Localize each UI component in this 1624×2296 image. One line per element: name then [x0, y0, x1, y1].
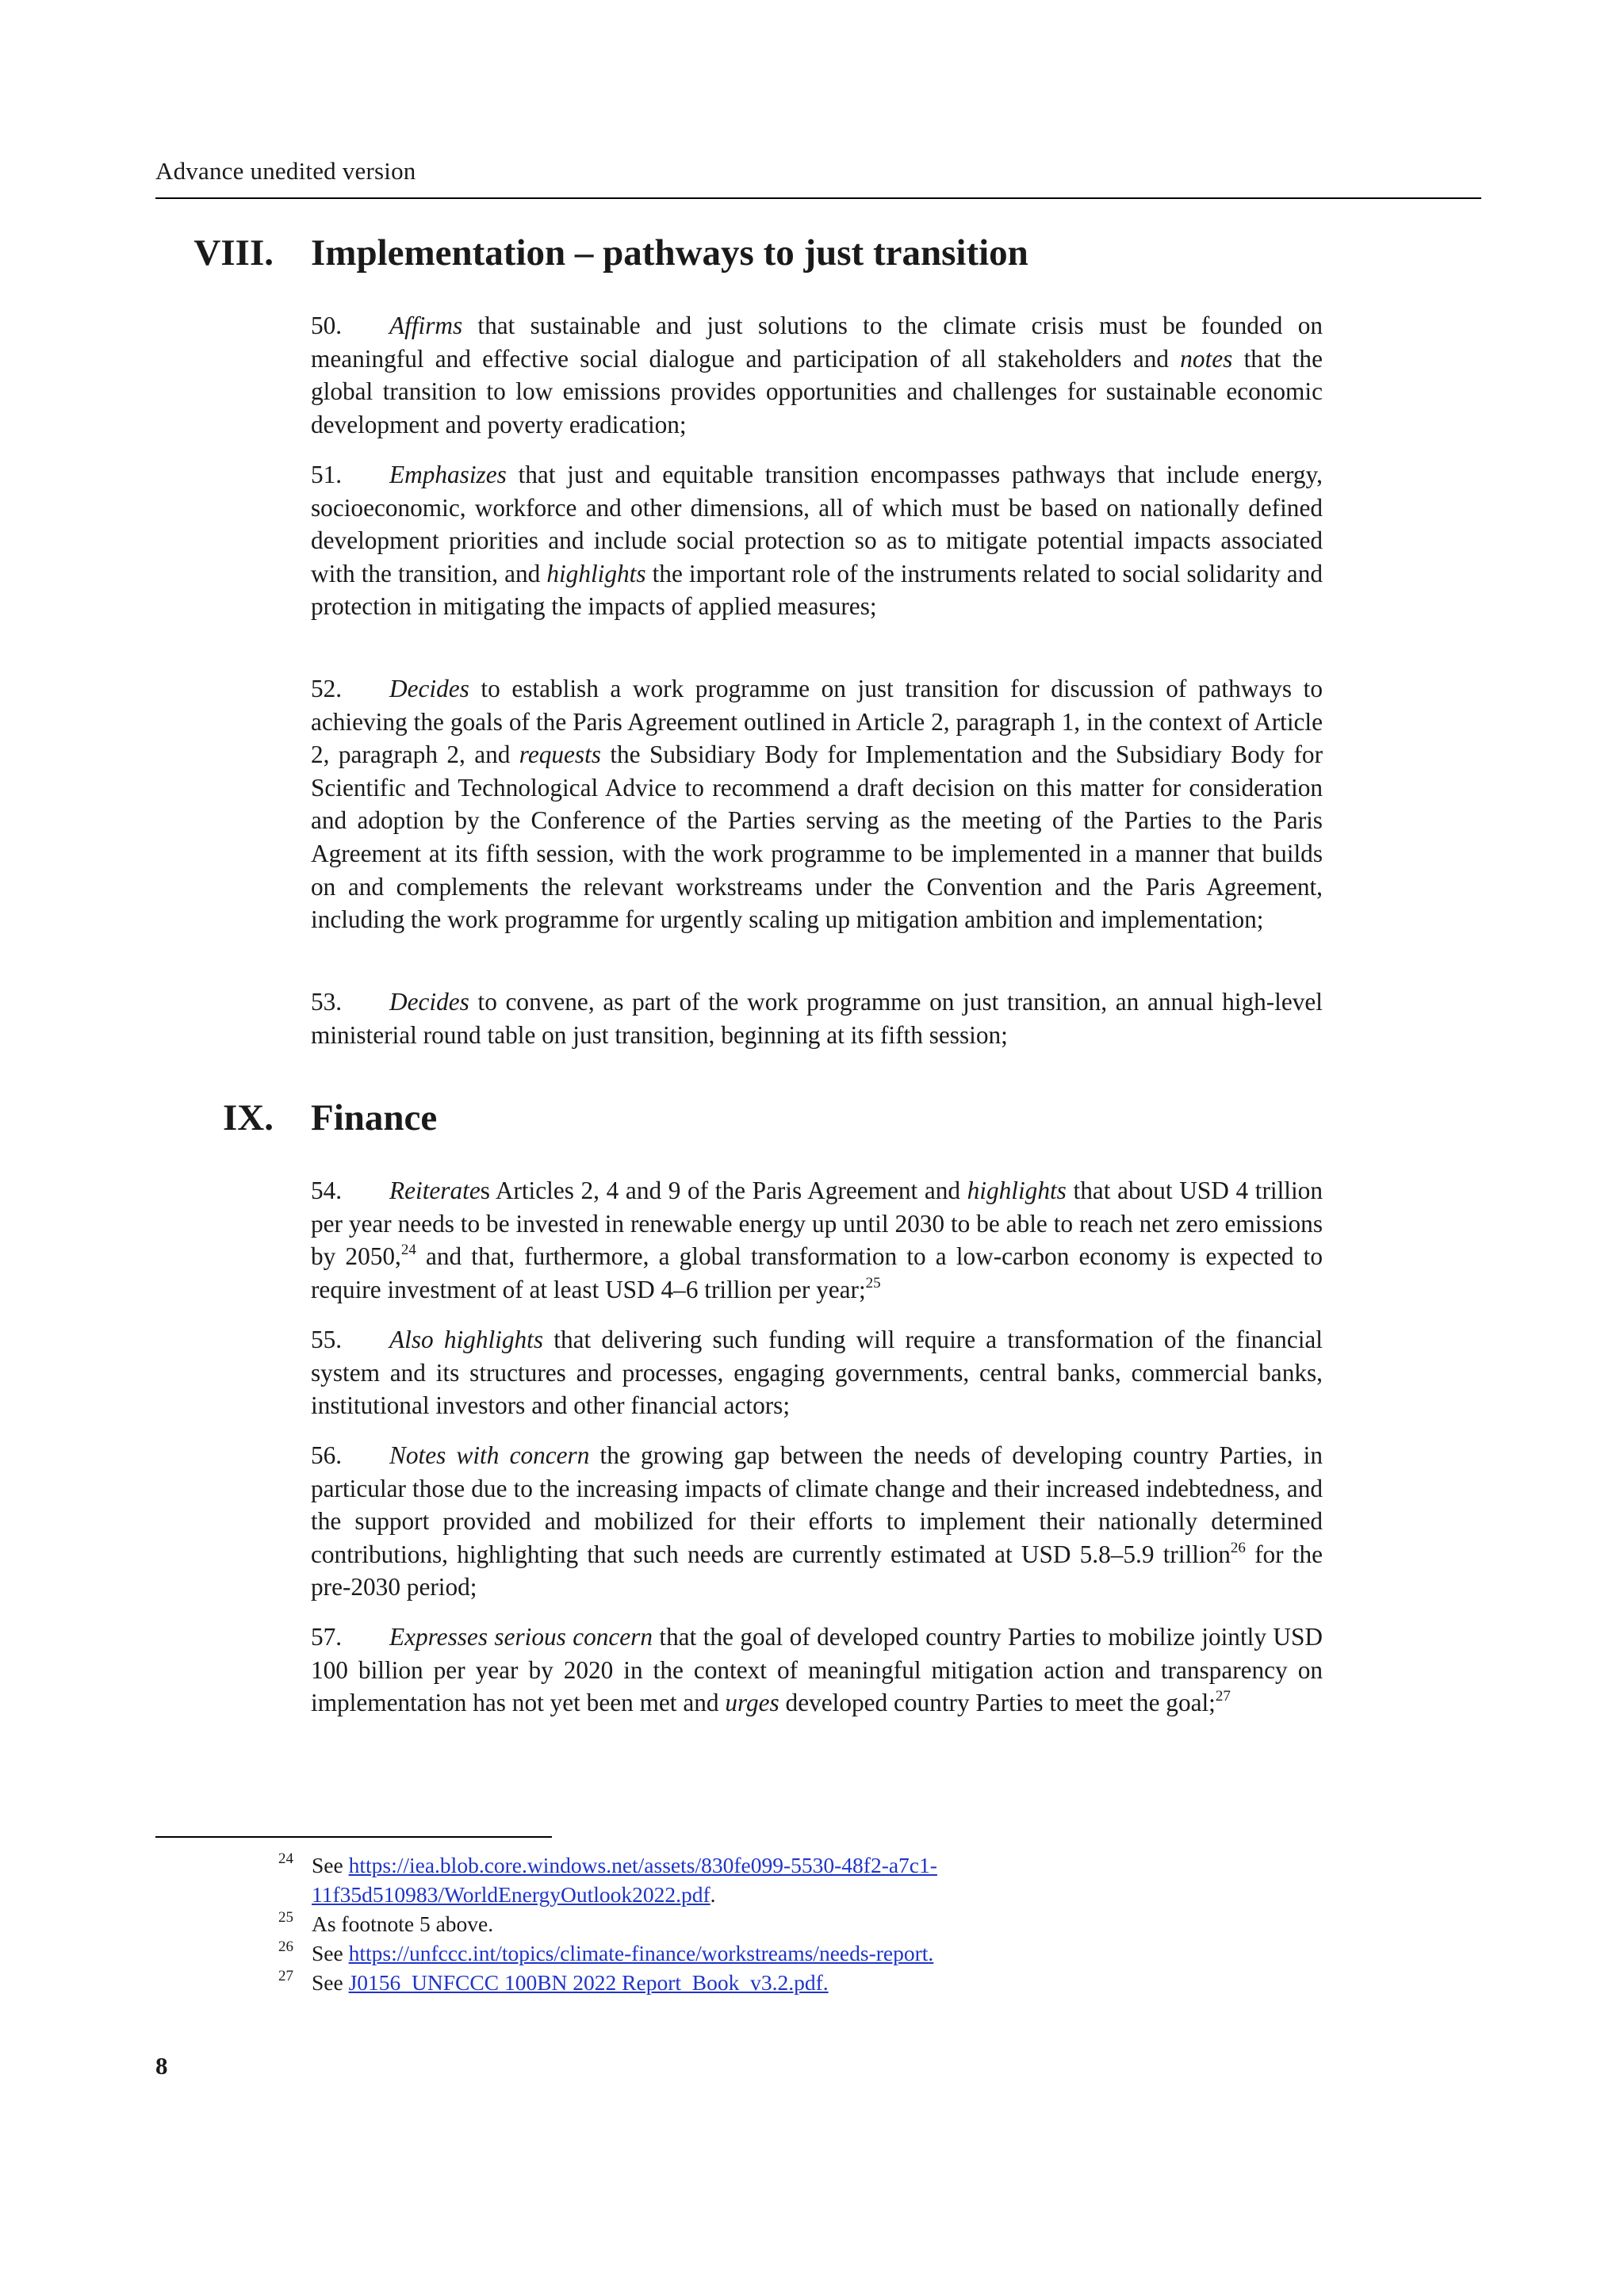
- footnote-body: [312, 1851, 1310, 1909]
- footnote-25: [279, 1910, 1310, 1939]
- paragraph-text: that the global transition to low emissions provides opportunities and challenges for sustainable economic development and poverty eradication;: [311, 344, 1323, 438]
- paragraph-text: developed country Parties to meet the goal;: [779, 1689, 1216, 1717]
- paragraph-57: [311, 1621, 1323, 1720]
- paragraph-56: [311, 1439, 1323, 1604]
- footnote-body: [312, 1939, 1310, 1969]
- footnote-link[interactable]: https://iea.blob.core.windows.net/assets/830fe099-5530-48f2-a7c1-: [348, 1853, 937, 1877]
- footnote-text: See: [312, 1941, 349, 1965]
- paragraph-text: the important role of the instruments related to social solidarity and protection in mitigating the impacts of applied measures;: [311, 559, 1323, 621]
- operative-verb: Also highlights: [389, 1326, 544, 1353]
- operative-verb: Expresses serious concern: [389, 1623, 653, 1651]
- page-number: 8: [155, 2052, 168, 2080]
- paragraph-text: s Articles 2, 4 and 9 of the Paris Agreement and: [480, 1177, 967, 1204]
- footnote-number: 25: [278, 1909, 293, 1926]
- footnote-26: [279, 1939, 1310, 1969]
- operative-verb: urges: [725, 1689, 779, 1717]
- operative-verb: Decides: [389, 988, 469, 1016]
- chapter-title: Implementation – pathways to just transition: [311, 232, 1028, 274]
- footnote-27: [279, 1969, 1310, 1998]
- paragraph-text: to convene, as part of the work programme on just transition, an annual high-level ministerial round table on just transition, beginning at its fifth session;: [311, 988, 1323, 1049]
- footnote-body: [312, 1969, 1310, 1998]
- chapter-number: IX.: [223, 1097, 274, 1138]
- footnote-reference[interactable]: 27: [1215, 1688, 1231, 1705]
- footnote-reference[interactable]: 26: [1230, 1539, 1246, 1556]
- paragraph-number: 50.: [311, 312, 343, 339]
- paragraph-53: [311, 985, 1323, 1051]
- paragraph-text: to establish a work programme on just transition for discussion of pathways to achieving the goals of the Paris Agreement outlined in Article 2, paragraph 1, in the context of Article 2, paragraph 2, and: [311, 675, 1323, 769]
- header-rule: [155, 197, 1481, 199]
- footnote-text: As footnote 5 above.: [312, 1911, 494, 1936]
- chapter-title: Finance: [311, 1097, 438, 1138]
- footnote-link[interactable]: 11f35d510983/WorldEnergyOutlook2022.pdf: [312, 1881, 710, 1907]
- running-header: Advance unedited version: [155, 157, 416, 185]
- footnote-reference[interactable]: 24: [400, 1242, 416, 1259]
- paragraph-50: [311, 309, 1323, 441]
- footnote-text: .: [710, 1881, 716, 1907]
- paragraph-number: 57.: [311, 1623, 343, 1651]
- paragraph-number: 54.: [311, 1177, 343, 1204]
- paragraph-text: that the goal of developed country Parties to mobilize jointly USD 100 billion per year by 2020 in the context of meaningful mitigation action and transparency on implementation has not yet been met and: [311, 1623, 1323, 1717]
- paragraph-51: [311, 458, 1323, 623]
- footnote-number: 26: [278, 1938, 293, 1955]
- paragraph-number: 53.: [311, 988, 343, 1016]
- paragraph-number: 52.: [311, 675, 343, 702]
- footnote-number: 27: [278, 1968, 293, 1984]
- paragraph-text: that delivering such funding will require a transformation of the financial system and its structures and processes, engaging governments, central banks, commercial banks, institutional investors and other financial actors;: [311, 1326, 1323, 1420]
- paragraph-text: for the pre-2030 period;: [311, 1540, 1323, 1601]
- footnote-text: See: [312, 1970, 349, 1995]
- operative-verb: Affirms: [389, 312, 463, 339]
- operative-verb: Emphasizes: [389, 461, 507, 488]
- paragraph-number: 55.: [311, 1326, 343, 1353]
- paragraph-52: [311, 672, 1323, 936]
- paragraph-text: the Subsidiary Body for Implementation and the Subsidiary Body for Scientific and Technological Advice to recommend a draft decision on this matter for consideration and adoption by the Conference of the Parties serving as the meeting of the Parties to the Paris Agreement at its fifth session, with the work programme to be implemented in a manner that builds on and complements the relevant workstreams under the Convention and the Paris Agreement, including the work programme for urgently scaling up mitigation ambition and implementation;: [311, 740, 1323, 934]
- footnote-link[interactable]: https://unfccc.int/topics/climate-finance/workstreams/needs-report.: [348, 1941, 934, 1965]
- operative-verb: highlights: [967, 1177, 1067, 1204]
- footnote-separator: [155, 1836, 552, 1838]
- footnote-link[interactable]: J0156_UNFCCC 100BN 2022 Report_Book_v3.2.pdf.: [348, 1970, 829, 1995]
- footnote-24: [279, 1851, 1310, 1909]
- operative-verb: notes: [1180, 344, 1233, 373]
- paragraph-text: the growing gap between the needs of developing country Parties, in particular those due to the increasing impacts of climate change and their increased indebtedness, and the support provided and mobilized for their efforts to implement their nationally determined contributions, highlighting that such needs are currently estimated at USD 5.8–5.9 trillion: [311, 1441, 1323, 1568]
- operative-verb: Notes with concern: [389, 1441, 590, 1469]
- chapter-number: VIII.: [193, 232, 274, 274]
- paragraph-55: [311, 1323, 1323, 1422]
- paragraph-number: 51.: [311, 461, 343, 488]
- footnote-text: See: [312, 1853, 349, 1877]
- paragraph-54: [311, 1174, 1323, 1306]
- footnote-reference[interactable]: 25: [865, 1274, 881, 1292]
- operative-verb: requests: [519, 740, 601, 769]
- operative-verb: Reiterate: [389, 1177, 481, 1204]
- paragraph-number: 56.: [311, 1441, 343, 1469]
- paragraph-text: that about USD 4 trillion per year needs to be invested in renewable energy up until 2030 to be able to reach net zero emissions by 2050,: [311, 1177, 1323, 1271]
- paragraph-text: that sustainable and just solutions to the climate crisis must be founded on meaningful and effective social dialogue and participation of all stakeholders and: [311, 312, 1323, 373]
- operative-verb: Decides: [389, 675, 469, 702]
- operative-verb: highlights: [546, 559, 646, 587]
- paragraph-text: that just and equitable transition encompasses pathways that include energy, socioeconomic, workforce and other dimensions, all of which must be based on nationally defined development priorities and include social protection so as to mitigate potential impacts associated with the transition, and: [311, 461, 1323, 587]
- paragraph-text: and that, furthermore, a global transformation to a low-carbon economy is expected to require investment of at least USD 4–6 trillion per year;: [311, 1242, 1323, 1303]
- footnote-number: 24: [278, 1850, 293, 1867]
